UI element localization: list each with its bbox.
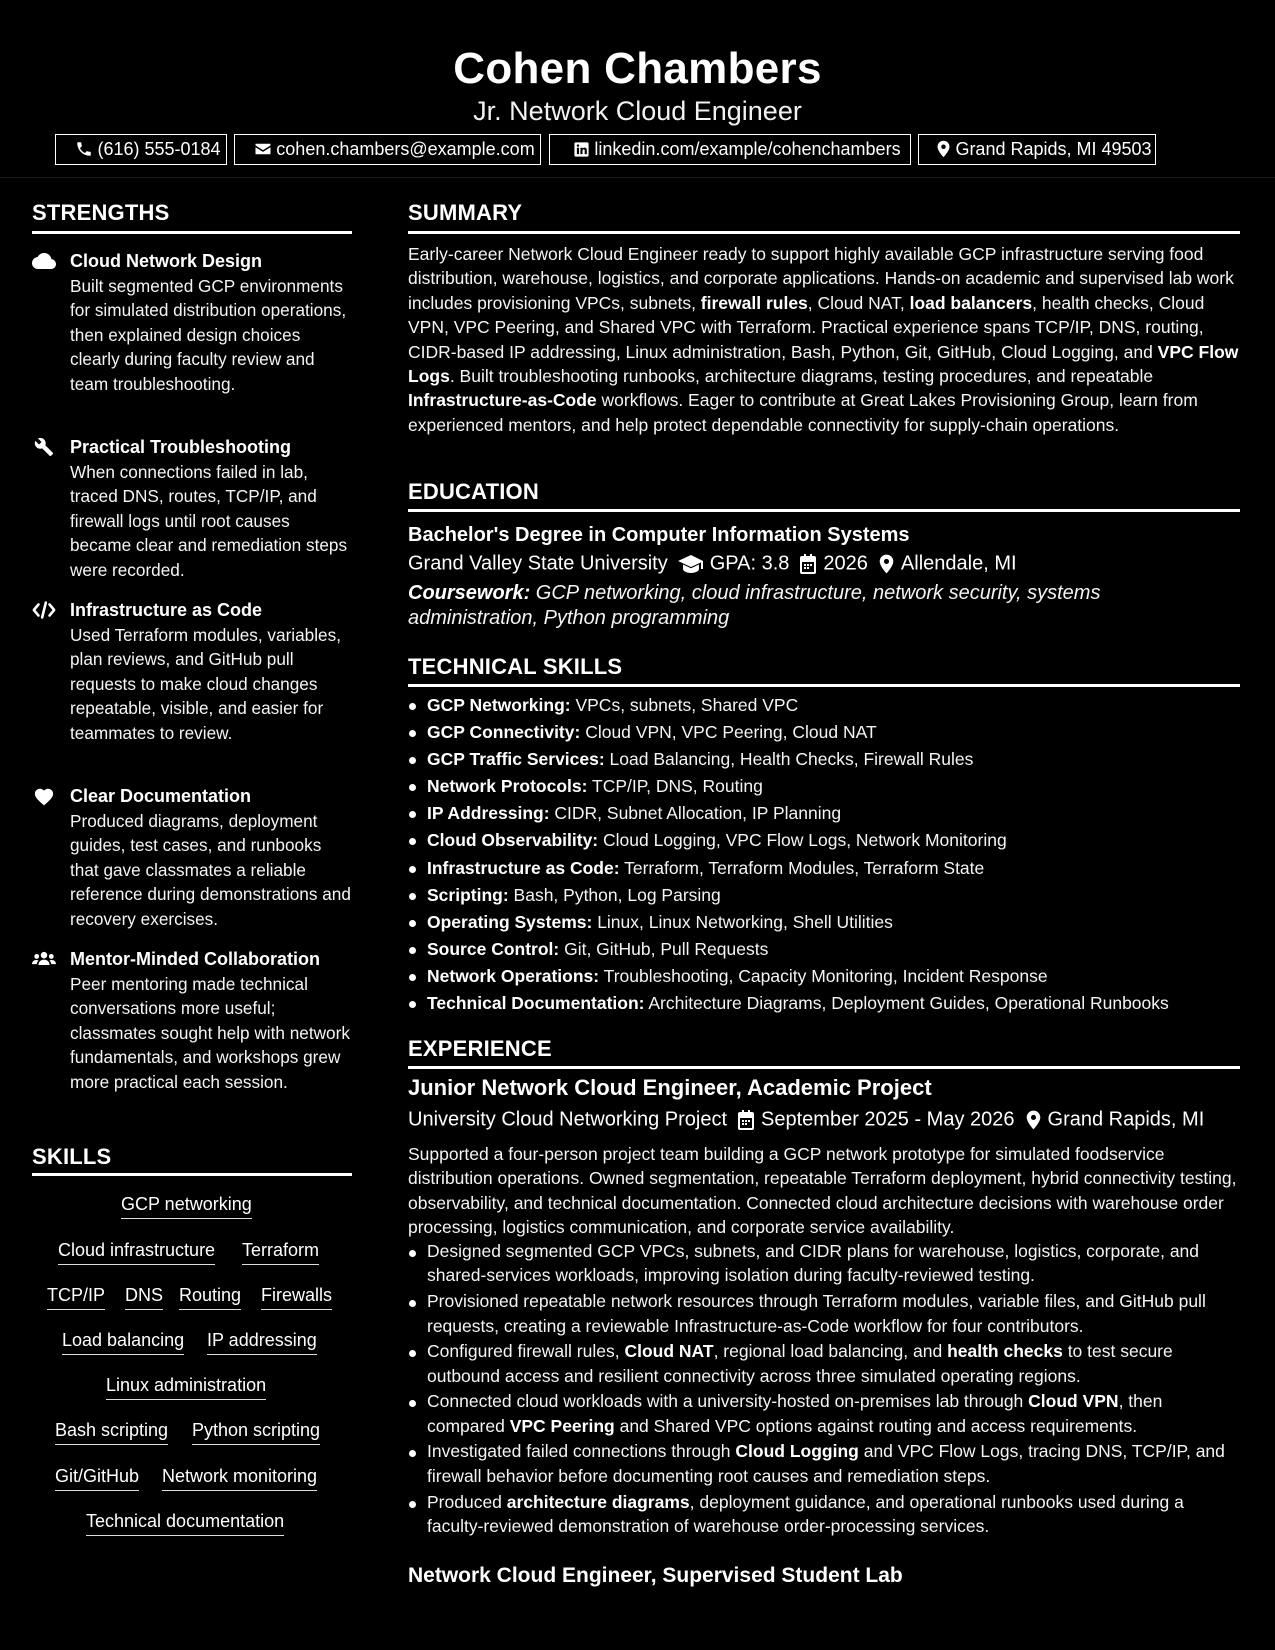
technical-skills-rule [408, 684, 1240, 687]
job-location: Grand Rapids, MI [1047, 1108, 1205, 1131]
skill-tag: IP addressing [207, 1328, 317, 1355]
technical-skills-heading: TECHNICAL SKILLS [408, 654, 623, 679]
contact-location [918, 134, 1156, 165]
list-item: Investigated failed connections through Cloud Logging and VPC Flow Logs, tracing DNS, TCP/IP, and firewall behavior before documenting root causes and remediation steps. [408, 1439, 1240, 1488]
job-dates: September 2025 - May 2026 [761, 1108, 1015, 1131]
list-item: Scripting: Bash, Python, Log Parsing [408, 882, 1238, 909]
strength-description: Produced diagrams, deployment guides, test cases, and runbooks that gave classmates a reliable reference during demonstrations and recovery exercises. [70, 811, 351, 929]
skill-tag: Load balancing [62, 1328, 184, 1355]
contact-location-text: Grand Rapids, MI 49503 [955, 139, 1152, 159]
strength-title: Mentor-Minded Collaboration [70, 949, 320, 969]
gpa: GPA: 3.8 [709, 552, 790, 575]
school-location: Allendale, MI [900, 552, 1017, 575]
summary-heading: SUMMARY [408, 200, 523, 225]
list-item: IP Addressing: CIDR, Subnet Allocation, IP Planning [408, 800, 1238, 827]
skills-rule [32, 1173, 352, 1176]
users-icon [32, 949, 56, 969]
summary-bold: Infrastructure-as-Code [408, 390, 597, 411]
contact-linkedin-text: linkedin.com/example/cohenchambers [594, 139, 901, 159]
skill-tag: DNS [125, 1283, 163, 1310]
calendar-icon [737, 1110, 755, 1130]
calendar-icon [799, 554, 817, 574]
linkedin-icon [573, 141, 590, 158]
list-item: Designed segmented GCP VPCs, subnets, and CIDR plans for warehouse, logistics, corporate, and shared-services workloads, improving isolation during faculty-reviewed testing. [408, 1239, 1240, 1288]
map-pin-icon [936, 140, 951, 158]
list-item: Cloud Observability: Cloud Logging, VPC Flow Logs, Network Monitoring [408, 827, 1238, 854]
skill-tag: Python scripting [192, 1418, 320, 1445]
job-bullets [408, 1239, 1240, 1540]
technical-skills-list [408, 692, 1238, 1017]
contact-email[interactable] [234, 134, 541, 165]
list-item: Produced architecture diagrams, deployment guidance, and operational runbooks used during a faculty-reviewed demonstration of warehouse order-processing services. [408, 1490, 1240, 1539]
skill-tag: Git/GitHub [55, 1464, 139, 1491]
contact-linkedin[interactable] [549, 134, 911, 165]
coursework-label: Coursework: [408, 582, 531, 604]
list-item: Source Control: Git, GitHub, Pull Requests [408, 936, 1238, 963]
strength-title: Practical Troubleshooting [70, 437, 292, 457]
candidate-name: Cohen Chambers [453, 44, 822, 93]
map-pin-icon [878, 553, 895, 575]
summary-text: Early-career Network Cloud Engineer ready to support highly available GCP infrastructure serving food distribution, warehouse, logistics, and corporate applications. Hands-on academic and supervised lab work includes provisioning VPCs, subnets, firewall rules, Cloud NAT, load balancers, health checks, Cloud VPN, VPC Peering, and Shared VPC with Terraform. Practical experience spans TCP/IP, DNS, routing, CIDR-based IP addressing, Linux administration, Bash, Python, Git, GitHub, Cloud Logging, and VPC Flow Logs. Built troubleshooting runbooks, architecture diagrams, testing procedures, and repeatable Infrastructure-as-Code workflows. Eager to contribute at Great Lakes Provisioning Group, learn from experienced mentors, and help protect dependable connectivity for supply-chain operations. [408, 244, 1239, 435]
skill-tag: TCP/IP [47, 1283, 105, 1310]
phone-icon [75, 140, 93, 158]
strength-description: Peer mentoring made technical conversations more useful; classmates sought help with network fundamentals, and workshops grew more practical each session. [70, 974, 350, 1092]
envelope-icon [254, 140, 272, 158]
contact-email-text: cohen.chambers@example.com [276, 139, 535, 159]
strength-title: Infrastructure as Code [70, 600, 263, 620]
list-item: Network Operations: Troubleshooting, Capacity Monitoring, Incident Response [408, 963, 1238, 990]
contact-phone[interactable] [55, 134, 227, 165]
skill-tag: Cloud infrastructure [58, 1238, 215, 1265]
school-name: Grand Valley State University [408, 552, 668, 575]
candidate-title: Jr. Network Cloud Engineer [473, 96, 802, 126]
list-item: Provisioned repeatable network resources through Terraform modules, variable files, and GitHub pull requests, creating a reviewable Infrastructure-as-Code workflow for four contributors. [408, 1289, 1240, 1338]
list-item: Technical Documentation: Architecture Diagrams, Deployment Guides, Operational Runbooks [408, 990, 1238, 1017]
strength-description: Built segmented GCP environments for simulated distribution operations, then explained design choices clearly during faculty review and team troubleshooting. [70, 276, 347, 394]
strength-description: Used Terraform modules, variables, plan reviews, and GitHub pull requests to make cloud changes repeatable, visible, and easier for teammates to review. [70, 625, 341, 743]
strengths-rule [32, 231, 352, 234]
list-item: Configured firewall rules, Cloud NAT, regional load balancing, and health checks to test secure outbound access and resilient connectivity across three simulated operating regions. [408, 1339, 1240, 1388]
job-details [408, 1105, 1204, 1134]
skill-tag: Terraform [242, 1238, 319, 1265]
skill-tag: Linux administration [106, 1373, 266, 1400]
code-icon [32, 600, 56, 620]
resume-header [0, 0, 1275, 178]
list-item: GCP Traffic Services: Load Balancing, Health Checks, Firewall Rules [408, 746, 1238, 773]
skill-tag: Bash scripting [55, 1418, 168, 1445]
skill-tag: Routing [179, 1283, 241, 1310]
strength-description: When connections failed in lab, traced DNS, routes, TCP/IP, and firewall logs until root causes became clear and remediation steps were recorded. [70, 462, 348, 580]
graduation-cap-icon [678, 554, 704, 574]
skill-tag: GCP networking [121, 1192, 252, 1219]
heart-icon [32, 786, 56, 806]
summary-bold: VPC Flow Logs [408, 341, 1239, 387]
degree-title: Bachelor's Degree in Computer Information Systems [408, 524, 910, 546]
summary-bold: load balancers [909, 292, 1033, 313]
experience-heading: EXPERIENCE [408, 1036, 552, 1061]
job-title: Junior Network Cloud Engineer, Academic Project [408, 1075, 932, 1100]
skill-tag: Network monitoring [162, 1464, 317, 1491]
education-heading: EDUCATION [408, 479, 539, 504]
skills-heading: SKILLS [32, 1144, 112, 1169]
list-item: Network Protocols: TCP/IP, DNS, Routing [408, 773, 1238, 800]
map-pin-icon [1025, 1109, 1042, 1131]
experience-rule [408, 1066, 1240, 1069]
job-title: Network Cloud Engineer, Supervised Student Lab [408, 1564, 903, 1587]
list-item: Infrastructure as Code: Terraform, Terraform Modules, Terraform State [408, 855, 1238, 882]
education-details [408, 550, 1017, 577]
list-item: Connected cloud workloads with a university-hosted on-premises lab through Cloud VPN, then compared VPC Peering and Shared VPC options against routing and access requirements. [408, 1389, 1240, 1438]
graduation-year: 2026 [823, 552, 868, 575]
skill-tag: Technical documentation [86, 1509, 284, 1536]
job-organization: University Cloud Networking Project [408, 1108, 728, 1131]
job-summary: Supported a four-person project team building a GCP network prototype for simulated foodservice distribution operations. Owned segmentation, repeatable Terraform deployment, hybrid connectivity testing, observability, and technical documentation. Connected cloud architecture decisions with warehouse order processing, logistics communication, and corporate service availability. [408, 1144, 1237, 1238]
strengths-heading: STRENGTHS [32, 200, 170, 225]
list-item: Operating Systems: Linux, Linux Networking, Shell Utilities [408, 909, 1238, 936]
summary-rule [408, 231, 1240, 234]
coursework: Coursework: GCP networking, cloud infrastructure, network security, systems administration, Python programming [408, 582, 1101, 629]
education-rule [408, 509, 1240, 512]
contact-phone-text: (616) 555-0184 [97, 139, 221, 159]
strength-title: Clear Documentation [70, 786, 252, 806]
wrench-icon [32, 437, 56, 457]
summary-bold: firewall rules [700, 292, 808, 313]
skill-tag: Firewalls [261, 1283, 332, 1310]
strength-title: Cloud Network Design [70, 251, 263, 271]
list-item: GCP Networking: VPCs, subnets, Shared VPC [408, 692, 1238, 719]
cloud-icon [32, 251, 56, 271]
list-item: GCP Connectivity: Cloud VPN, VPC Peering, Cloud NAT [408, 719, 1238, 746]
